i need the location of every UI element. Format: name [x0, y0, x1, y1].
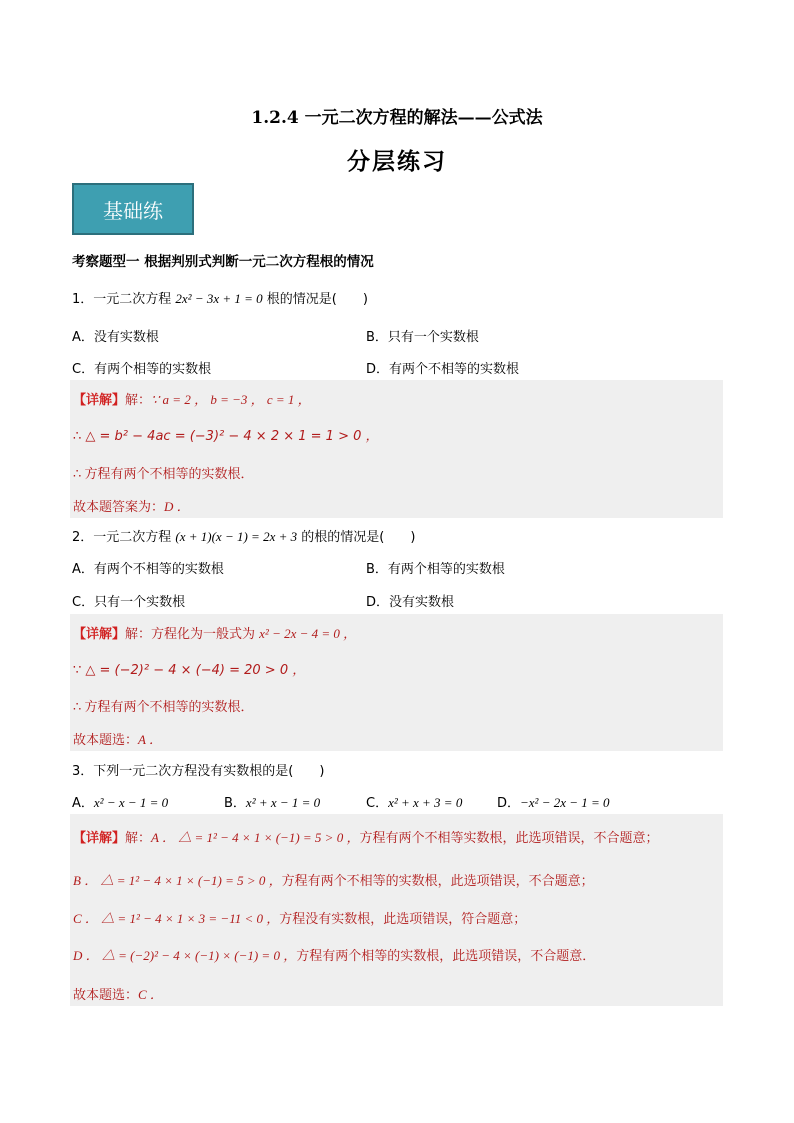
q3-solution-label: 解： — [125, 831, 152, 846]
q2-answer-line-4 — [73, 729, 162, 748]
question-1-number: 1．一元二次方程 — [72, 292, 176, 307]
q3-d-verdict: 方程有两个相等的实数根，此选项错误，不合题意． — [296, 949, 596, 964]
q3-answer-line-2 — [73, 870, 594, 889]
q3-option-c — [366, 792, 462, 811]
question-1-suffix: 根的情况是( ) — [262, 292, 368, 307]
q3-answer-line-4 — [73, 945, 595, 964]
q2-option-b: B．有两个相等的实数根 — [366, 562, 505, 577]
question-3-stem: 3．下列一元二次方程没有实数根的是( ) — [72, 764, 325, 779]
q3-c-verdict: 方程没有实数根，此选项错误，符合题意； — [279, 912, 527, 927]
q3-d-discriminant: D ． △ = (−2)² − 4 × (−1) × (−1) = 0 ， — [73, 948, 297, 963]
q3-answer-line-5 — [73, 984, 163, 1003]
q1-detail-tag: 【详解】 — [73, 393, 126, 408]
question-1-equation: 2x² − 3x + 1 = 0 — [175, 291, 263, 306]
q3-option-a-equation: x² − x − 1 = 0 — [93, 795, 169, 810]
q3-option-d-label: D． — [497, 796, 521, 811]
q1-answer-line-2: ∴ △ = b² − 4ac = (−3)² − 4 × 2 × 1 = 1 > 0 ， — [73, 429, 379, 444]
q3-option-b-label: B． — [224, 796, 246, 811]
q1-final-label: 故本题答案为： — [73, 500, 165, 515]
q3-option-c-label: C． — [366, 796, 389, 811]
q2-answer-line-1 — [73, 623, 356, 642]
q1-given-values: ∵ a = 2 ， b = −3 ， c = 1 ， — [151, 392, 311, 407]
q2-option-d: D．没有实数根 — [366, 595, 455, 610]
question-2-number: 2．一元二次方程 — [72, 530, 176, 545]
q1-final-answer: D ． — [164, 499, 190, 514]
q1-answer-line-3 — [73, 463, 254, 482]
q3-option-d — [497, 792, 610, 811]
level-badge: 基础练 — [72, 183, 194, 235]
q3-final-answer: C ． — [138, 987, 163, 1002]
q2-conclusion: 方程有两个不相等的实数根． — [84, 700, 254, 715]
q2-detail-tag: 【详解】 — [73, 627, 126, 642]
question-2-suffix: 的根的情况是( ) — [297, 530, 416, 545]
q2-therefore-symbol: ∴ — [73, 699, 85, 714]
q2-answer-line-2: ∵ △ = (−2)² − 4 × (−4) = 20 > 0 ， — [73, 663, 306, 678]
q3-b-verdict: 方程有两个不相等的实数根，此选项错误，不合题意； — [281, 874, 594, 889]
q3-final-label: 故本题选： — [73, 988, 139, 1003]
question-1-stem — [72, 288, 368, 307]
q3-option-b-equation: x² + x − 1 = 0 — [245, 795, 321, 810]
q3-c-discriminant: C ． △ = 1² − 4 × 1 × 3 = −11 < 0 ， — [73, 911, 280, 926]
q3-answer-line-3 — [73, 908, 526, 927]
q3-option-a — [72, 792, 168, 811]
q3-a-discriminant: A ． △ = 1² − 4 × 1 × (−1) = 5 > 0 ， — [151, 830, 360, 845]
page-title: 1.2.4 一元二次方程的解法——公式法 — [251, 108, 543, 128]
q2-final-answer: A ． — [138, 732, 162, 747]
q2-general-form-label: 解：方程化为一般式为 — [125, 627, 260, 642]
q1-answer-line-4 — [73, 496, 190, 515]
q1-option-a: A．没有实数根 — [72, 330, 159, 345]
q2-option-c: C．只有一个实数根 — [72, 595, 186, 610]
q3-answer-line-1 — [73, 827, 658, 846]
page-subtitle: 分层练习 — [347, 148, 447, 175]
q1-therefore-symbol: ∴ — [73, 466, 85, 481]
q3-option-d-equation: −x² − 2x − 1 = 0 — [520, 795, 610, 810]
q2-final-label: 故本题选： — [73, 733, 139, 748]
q2-option-a: A．有两个不相等的实数根 — [72, 562, 224, 577]
q1-option-b: B．只有一个实数根 — [366, 330, 479, 345]
q3-option-c-equation: x² + x + 3 = 0 — [388, 795, 463, 810]
q1-option-c: C．有两个相等的实数根 — [72, 362, 212, 377]
question-2-stem — [72, 526, 415, 545]
section-heading: 考察题型一 根据判别式判断一元二次方程根的情况 — [72, 254, 374, 270]
question-2-equation: (x + 1)(x − 1) = 2x + 3 — [175, 529, 298, 544]
q3-option-b — [224, 792, 320, 811]
q3-b-discriminant: B ． △ = 1² − 4 × 1 × (−1) = 5 > 0 ， — [73, 873, 282, 888]
q2-general-form: x² − 2x − 4 = 0 ， — [259, 626, 357, 641]
q1-solution-label: 解： — [125, 393, 152, 408]
q1-conclusion: 方程有两个不相等的实数根． — [84, 467, 254, 482]
q3-a-verdict: 方程有两个不相等实数根，此选项错误，不合题意； — [359, 831, 659, 846]
q1-answer-line-1 — [73, 389, 311, 408]
q1-option-d: D．有两个不相等的实数根 — [366, 362, 520, 377]
q3-option-a-label: A． — [72, 796, 94, 811]
q2-answer-line-3 — [73, 696, 254, 715]
q3-detail-tag: 【详解】 — [73, 831, 126, 846]
